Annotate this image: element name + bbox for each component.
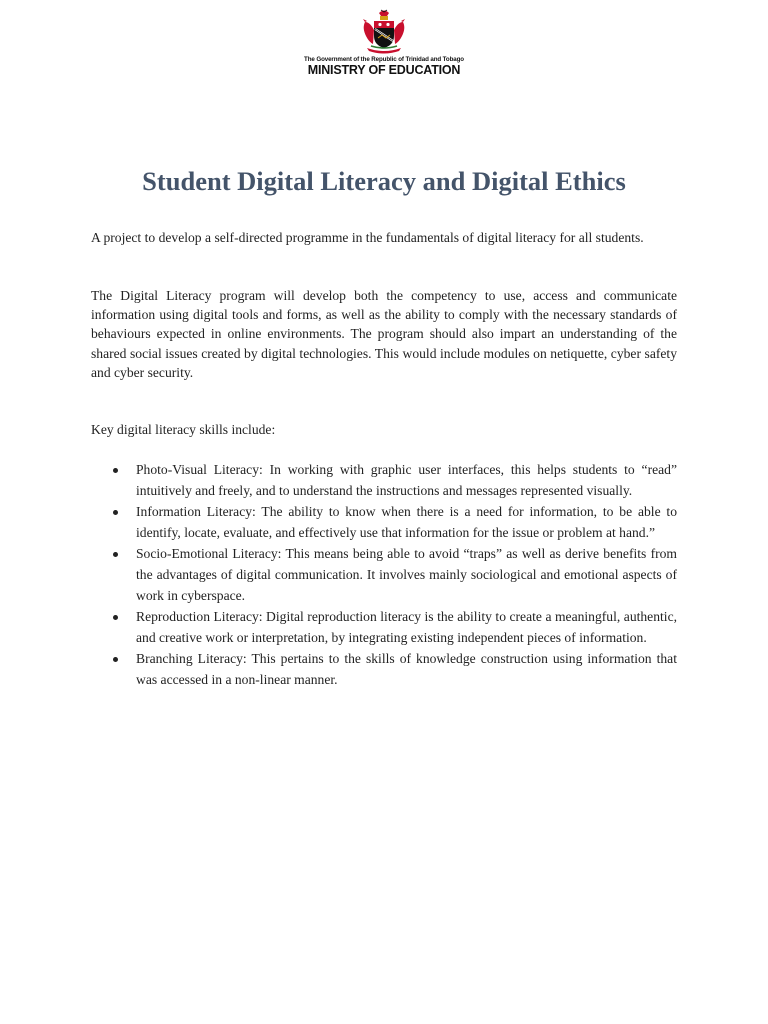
bullet-icon	[113, 468, 118, 473]
ministry-header	[0, 8, 768, 77]
page-title: Student Digital Literacy and Digital Ethics	[142, 166, 626, 196]
ministry-name: MINISTRY OF EDUCATION	[307, 63, 461, 77]
list-item-text: Socio-Emotional Literacy: This means being able to avoid “traps” as well as derive benefits from the advantages of digital communication. It involves mainly sociological and emotional aspects of work in cyberspace.	[136, 546, 677, 603]
bullet-icon	[113, 615, 118, 620]
government-line: The Government of the Republic of Trinidad and Tobago	[304, 56, 464, 63]
intro-paragraph: A project to develop a self-directed programme in the fundamentals of digital literacy for all students.	[91, 230, 644, 245]
skills-list	[91, 460, 677, 691]
coat-of-arms-icon	[359, 8, 409, 54]
list-item-socio-emotional-literacy	[91, 544, 677, 606]
skills-intro-paragraph: Key digital literacy skills include:	[91, 422, 276, 437]
list-item-photo-visual-literacy	[91, 460, 677, 502]
list-item-text: Branching Literacy: This pertains to the skills of knowledge construction using information that was accessed in a non-linear manner.	[136, 651, 677, 687]
list-item-reproduction-literacy	[91, 607, 677, 649]
bullet-icon	[113, 552, 118, 557]
bullet-icon	[113, 657, 118, 662]
bullet-icon	[113, 510, 118, 515]
list-item-text: Reproduction Literacy: Digital reproduction literacy is the ability to create a meaningful, authentic, and creative work or interpretation, by integrating existing independent pieces of information.	[136, 609, 677, 645]
program-paragraph: The Digital Literacy program will develop both the competency to use, access and communicate information using digital tools and forms, as well as the ability to comply with the necessary standards of behaviours expected in online environments. The program should also impart an understanding of the shared social issues created by digital technologies. This would include modules on netiquette, cyber safety and cyber security.	[91, 288, 677, 380]
list-item-text: Information Literacy: The ability to know when there is a need for information, to be able to identify, locate, evaluate, and effectively use that information for the issue or problem at hand.”	[136, 504, 677, 540]
list-item-branching-literacy	[91, 649, 677, 691]
list-item-information-literacy	[91, 502, 677, 544]
list-item-text: Photo-Visual Literacy: In working with graphic user interfaces, this helps students to “read” intuitively and freely, and to understand the instructions and messages represented visually.	[136, 462, 677, 498]
